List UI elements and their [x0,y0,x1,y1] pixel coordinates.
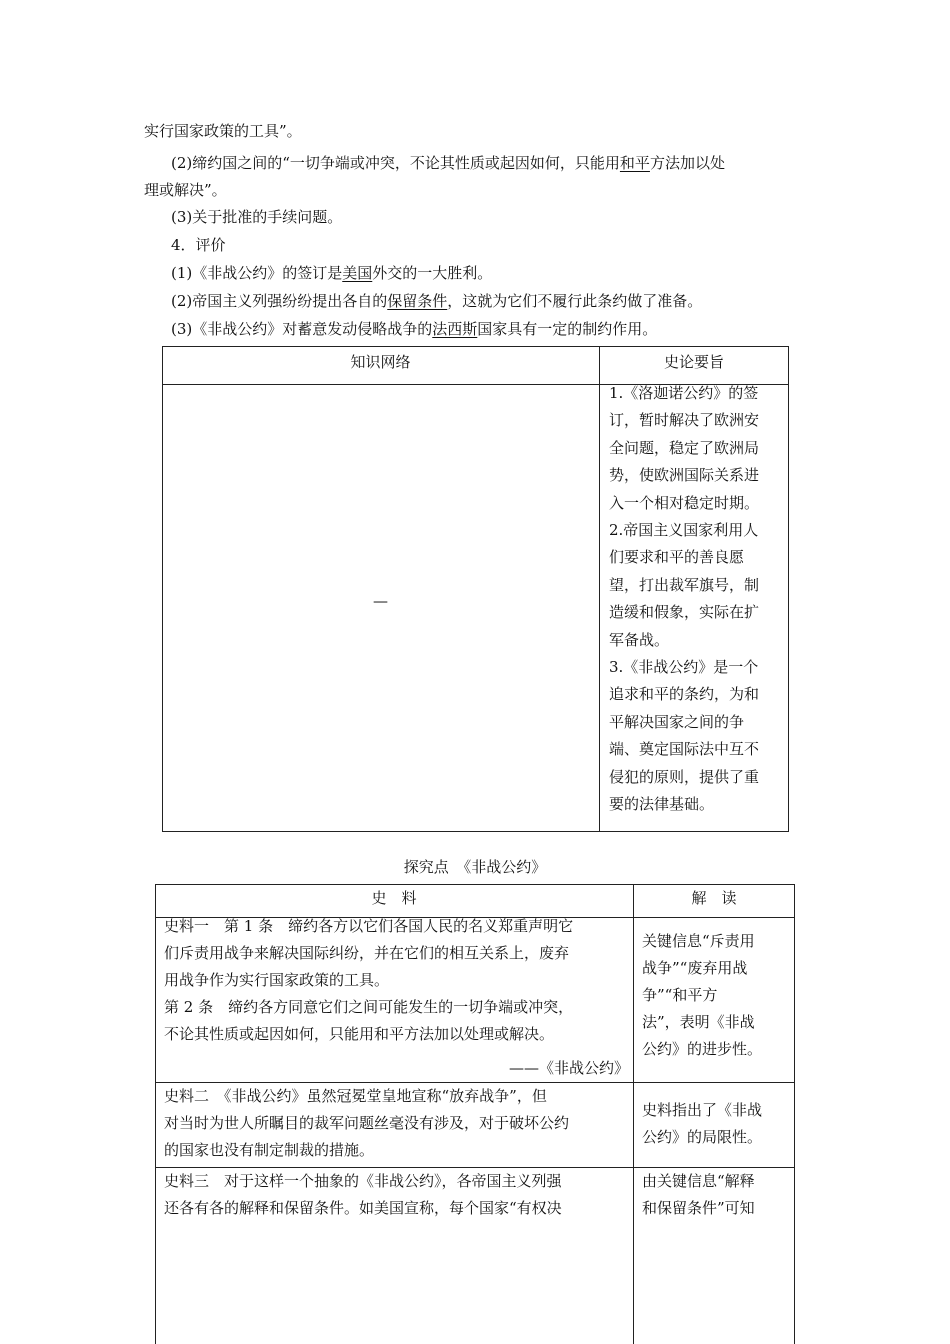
paragraph-2 [171,153,725,173]
header-key-points: 史论要旨 [663,353,724,371]
reading-line: 战争”“废弃用战 [642,959,748,977]
key-point-line: 订，暂时解决了欧洲安 [609,411,760,430]
key-point-line: 2.帝国主义国家利用人 [609,521,759,540]
column-divider [633,884,634,1344]
key-points-list [609,380,759,819]
text-fragment: (2)帝国主义列强纷纷提出各自的 [171,292,388,310]
key-point-line: 3.《非战公约》是一个 [609,658,759,677]
source-line: 史料二 《非战公约》虽然冠冕堂皇地宣称“放弃战争”，但 [164,1087,547,1105]
heading-text: 4．评价 [171,236,226,254]
source-line: 对当时为世人所瞩目的裁军问题丝毫没有涉及，对于破坏公约 [164,1114,570,1132]
key-point-line: 1.《洛迦诺公约》的签 [609,384,759,402]
reading-line: 史料指出了《非战 [642,1101,763,1119]
source-attribution: ——《非战公约》 [508,1059,629,1077]
source-line: 还各有各的解释和保留条件。如美国宣称，每个国家“有权决 [164,1199,562,1217]
source-line: 不论其性质或起因如何，只能用和平方法加以处理或解决。 [164,1025,555,1043]
underlined-answer: 法西斯 [432,320,478,338]
header-knowledge-network: 知识网络 [350,353,411,371]
source-line: 们斥责用战争来解决国际纠纷，并在它们的相互关系上，废弃 [164,944,570,962]
reading-line: 公约》的局限性。 [642,1128,763,1146]
source-1 [164,913,573,1048]
column-divider [599,346,600,832]
key-point-line: 平解决国家之间的争 [609,712,745,731]
source-line: 史料一 第 1 条 缔约各方以它们各国人民的名义郑重声明它 [164,917,574,935]
reading-line: 公约》的进步性。 [642,1040,763,1058]
text-fragment: 实行国家政策的工具”。 [144,122,302,140]
key-point-line: 造缓和假象，实际在扩 [609,603,760,622]
text-fragment: (2)缔约国之间的“一切争端或冲突，不论其性质或起因如何，只能用 [171,154,620,172]
text-fragment: ，这就为它们不履行此条约做了准备。 [447,292,703,310]
reading-line: 由关键信息“解释 [642,1172,755,1190]
section-heading-evaluation [171,235,226,255]
text-fragment: 方法加以处 [649,154,725,172]
source-line: 用战争作为实行国家政策的工具。 [164,971,390,989]
key-point-line: 追求和平的条约，为和 [609,685,760,704]
reading-line: 和保留条件”可知 [642,1199,755,1217]
paragraph-3 [171,207,342,227]
text-fragment: 国家具有一定的制约作用。 [477,320,658,338]
key-point-line: 们要求和平的善良愿 [609,548,745,567]
source-line: 史料三 对于这样一个抽象的《非战公约》，各帝国主义列强 [164,1172,562,1190]
key-point-line: 侵犯的原则，提供了重 [609,767,760,786]
text-fragment: (1)《非战公约》的签订是 [171,264,343,282]
reading-3 [642,1168,755,1222]
section-title: 探究点 《非战公约》 [403,858,547,876]
key-point-line: 全问题，稳定了欧洲局 [609,438,760,457]
key-point-line: 入一个相对稳定时期。 [609,493,760,512]
source-line: 第 2 条 缔约各方同意它们之间可能发生的一切争端或冲突， [164,998,574,1016]
reading-2 [642,1097,762,1151]
text-fragment: (3)关于批准的手续问题。 [171,208,343,226]
text-fragment: 外交的一大胜利。 [372,264,493,282]
paragraph-2-cont [144,180,227,200]
key-point-line: 势，使欧洲国际关系进 [609,466,760,485]
key-point-line: 军备战。 [609,630,670,649]
underlined-answer: 美国 [342,264,373,282]
knowledge-network-content: — [373,592,388,610]
evaluation-3 [171,319,657,339]
key-point-line: 要的法律基础。 [609,795,715,814]
underlined-answer: 保留条件 [387,292,448,310]
source-2 [164,1083,569,1164]
text-line-1 [144,121,302,141]
underlined-answer: 和平 [619,154,650,172]
text-fragment: 理或解决”。 [144,181,227,199]
source-3 [164,1168,562,1222]
source-line: 的国家也没有制定制裁的措施。 [164,1141,375,1159]
key-point-line: 望，打出裁军旗号，制 [609,575,760,594]
evaluation-2 [171,291,702,311]
header-reading: 解 读 [691,889,737,907]
reading-line: 争”“和平方 [642,986,718,1004]
evaluation-1 [171,263,492,283]
key-point-line: 端、奠定国际法中互不 [609,740,760,759]
header-source: 史 料 [371,889,417,907]
reading-line: 关键信息“斥责用 [642,932,755,950]
text-fragment: (3)《非战公约》对蓄意发动侵略战争的 [171,320,433,338]
reading-1 [642,928,762,1063]
reading-line: 法”，表明《非战 [642,1013,755,1031]
